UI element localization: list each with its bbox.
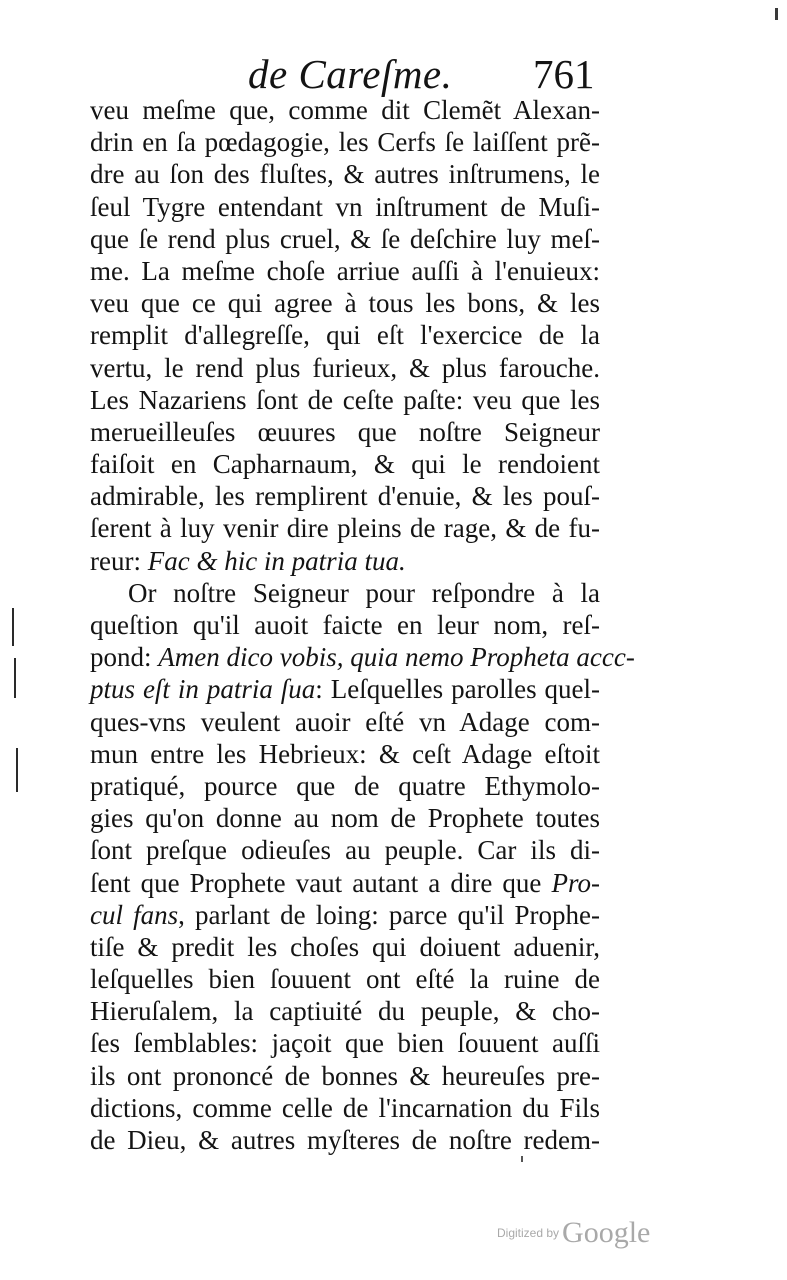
text-line: dre au ſon des fluſtes, & autres inſtrumens, le (90, 159, 600, 190)
margin-mark (12, 608, 14, 646)
text-line (90, 641, 635, 673)
text-line (90, 545, 600, 577)
text-line: ſont preſque odieuſes au peuple. Car ils di- (90, 835, 600, 866)
text-line: veu meſme que, comme dit Clemẽt Alexan- (90, 95, 600, 125)
text-line (90, 867, 600, 899)
roman-text: pond: (90, 642, 159, 673)
text-line: admirable, les remplirent d'enuie, & les pouſ- (90, 481, 600, 512)
latin-quote: cul fans (90, 899, 179, 930)
roman-text: reur: (90, 545, 148, 576)
text-line: dictions, comme celle de l'incarnation du Fils (90, 1092, 600, 1123)
watermark-prefix: Digitized by (497, 1226, 560, 1240)
stray-mark (521, 1156, 523, 1162)
text-line: ils ont prononcé de bonnes & heureuſes pre- (90, 1060, 600, 1091)
text-line: drin en ſa pœdagogie, les Cerfs ſe laiſſent prẽ- (90, 127, 600, 158)
text-line: de Dieu, & autres myſteres de noſtre redem- (90, 1125, 600, 1155)
latin-quote: ptus eſt in patria ſua (90, 674, 316, 705)
page-number: 761 (533, 51, 595, 97)
body-text (90, 94, 635, 1156)
latin-quote: Amen dico vobis, quia nemo Propheta accc- (158, 642, 635, 673)
running-title: de Careſme. (248, 51, 453, 97)
text-line: Les Nazariens ſont de ceſte paſte: veu que les (90, 384, 600, 415)
text-line (90, 899, 600, 931)
text-line: faiſoit en Capharnaum, & qui le rendoient (90, 449, 600, 480)
roman-text: , parlant de loing: parce qu'il Prophe- (178, 899, 600, 930)
text-line: queſtion qu'il auoit faicte en leur nom, reſ- (90, 610, 600, 640)
text-line: gies qu'on donne au nom de Prophete toutes (90, 803, 600, 834)
text-line: ques-vns veulent auoir eſté vn Adage com- (90, 706, 600, 737)
latin-quote: Pro- (551, 867, 600, 898)
margin-mark (16, 748, 18, 792)
paragraph-start-line: Or noſtre Seigneur pour reſpondre à la (128, 577, 600, 608)
text-line: vertu, le rend plus furieux, & plus farouche. (90, 352, 600, 383)
text-line (90, 673, 600, 705)
text-line: leſquelles bien ſouuent ont eſté la ruine de (90, 964, 600, 995)
roman-text: : Leſquelles parolles quel- (315, 674, 601, 705)
roman-text: ſent que Prophete vaut autant a dire que (90, 867, 552, 898)
latin-quote: Fac & hic in patria tua. (147, 545, 406, 576)
text-line: que ſe rend plus cruel, & ſe deſchire luy meſ- (90, 223, 600, 254)
text-line: tiſe & predit les choſes qui doiuent aduenir, (90, 931, 600, 962)
text-line: veu que ce qui agree à tous les bons, & les (90, 288, 600, 319)
margin-mark (14, 658, 16, 698)
text-line: remplit d'allegreſſe, qui eſt l'exercice de la (90, 320, 600, 351)
text-line: mun entre les Hebrieux: & ceſt Adage eſtoit (90, 738, 600, 769)
scan-edge-mark (775, 8, 778, 20)
digitized-watermark (497, 1216, 650, 1250)
text-line: ſeul Tygre entendant vn inſtrument de Muſi- (90, 191, 600, 222)
text-line: pratiqué, pource que de quatre Ethymolo- (90, 770, 600, 801)
google-logo: Google (562, 1216, 651, 1249)
text-line: ſes ſemblables: jaçoit que bien ſouuent auſſi (90, 1028, 600, 1059)
text-line: Hieruſalem, la captiuité du peuple, & cho- (90, 996, 600, 1027)
text-line: me. La meſme choſe arriue auſſi à l'enuieux: (90, 255, 600, 286)
text-line: ſerent à luy venir dire pleins de rage, & de fu- (90, 513, 600, 544)
text-line: merueilleuſes œuures que noſtre Seigneur (90, 416, 600, 447)
